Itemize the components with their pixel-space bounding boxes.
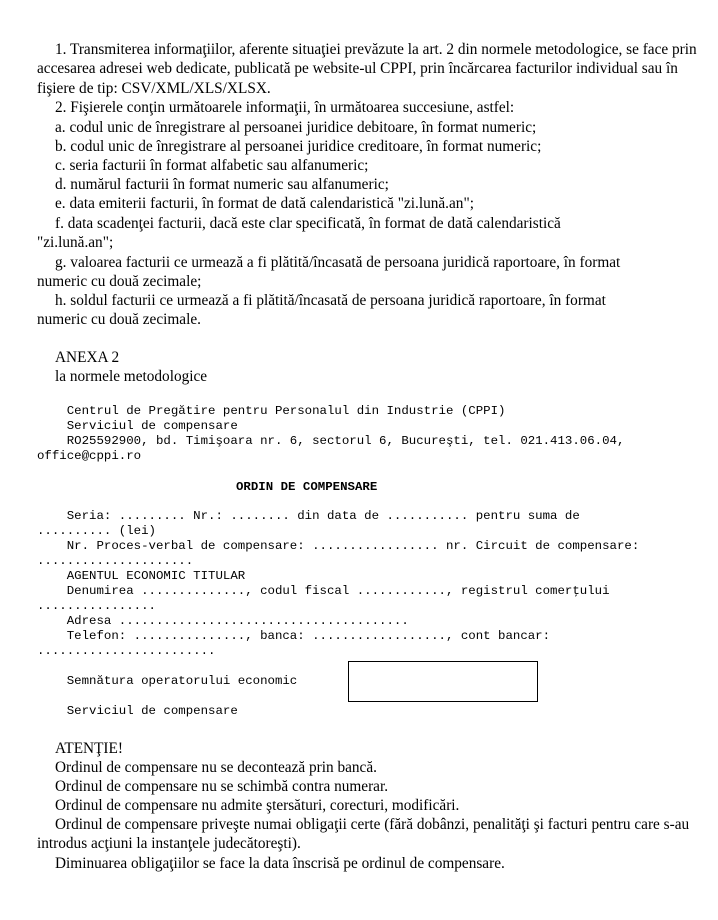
item-h-line2: numeric cu două zecimale.: [37, 311, 201, 328]
form-header-service: Serviciul de compensare: [37, 419, 238, 433]
item-b: b. codul unic de înregistrare al persoanei juridice creditoare, în format numeric;: [55, 138, 542, 155]
form-header-email: office@cppi.ro: [37, 449, 142, 463]
item-f-line1: f. data scadenţei facturii, dacă este clar specificată, în format de dată calendaristică: [55, 215, 561, 232]
notice-5: Diminuarea obligaţiilor se face la data înscrisă pe ordinul de compensare.: [55, 855, 505, 872]
form-line-agent: AGENTUL ECONOMIC TITULAR: [37, 569, 246, 583]
form-line-series: Seria: ......... Nr.: ........ din data de ........... pentru suma de: [37, 509, 580, 523]
item-f-line2: "zi.lună.an";: [37, 234, 114, 251]
form-line-phone: Telefon: ..............., banca: .................., cont bancar:: [37, 629, 551, 643]
item-g-line2: numeric cu două zecimale;: [37, 273, 202, 290]
item-c: c. seria facturii în format alfabetic sau alfanumeric;: [55, 157, 369, 174]
form-line-sum: .......... (lei): [37, 524, 156, 538]
form-line-address: Adresa .......................................: [37, 614, 409, 628]
notice-title: ATENŢIE!: [55, 740, 123, 757]
annex-title: ANEXA 2: [55, 349, 120, 366]
form-header-institution: Centrul de Pregătire pentru Personalul din Industrie (CPPI): [37, 404, 506, 418]
item-a: a. codul unic de înregistrare al persoanei juridice debitoare, în format numeric;: [55, 119, 537, 136]
annex-subtitle: la normele metodologice: [55, 368, 208, 385]
form-line-registry: ................: [37, 599, 156, 613]
notice-3: Ordinul de compensare nu admite ştersături, corecturi, modificări.: [55, 797, 460, 814]
form-line-account: ........................: [37, 644, 216, 658]
form-line-name: Denumirea .............., codul fiscal ............, registrul comerţului: [37, 584, 610, 598]
notice-4: Ordinul de compensare priveşte numai obligaţii certe (fără dobânzi, penalităţi şi facturi pentru care s-au introdus acţiuni la instanţele judecătoreşti).: [37, 816, 690, 853]
item-g-line1: g. valoarea facturii ce urmează a fi plătită/încasată de persoana juridică raportoare, în format: [55, 254, 621, 271]
signature-box: [348, 661, 538, 702]
notice-1: Ordinul de compensare nu se decontează prin bancă.: [55, 759, 377, 776]
form-line-circuit: .....................: [37, 554, 194, 568]
service-label: Serviciul de compensare: [37, 704, 238, 718]
item-d: d. numărul facturii în format numeric sau alfanumeric;: [55, 176, 389, 193]
form-line-pv: Nr. Proces-verbal de compensare: ................. nr. Circuit de compensare:: [37, 539, 640, 553]
order-title: ORDIN DE COMPENSARE: [236, 480, 378, 494]
signature-label: Semnătura operatorului economic: [37, 674, 298, 688]
paragraph-1: 1. Transmiterea informaţiilor, aferente situaţiei prevăzute la art. 2 din normele metodologice, se face prin accesarea adresei web dedicate, publicată pe website-ul CPPI, prin încărcarea facturilor individual sau în fişiere de tip: CSV/XML/XLS/XLSX.: [37, 41, 697, 97]
notice-2: Ordinul de compensare nu se schimbă contra numerar.: [55, 778, 389, 795]
item-h-line1: h. soldul facturii ce urmează a fi plătită/încasată de persoana juridică raportoare, în format: [55, 292, 606, 309]
paragraph-2: 2. Fişierele conţin următoarele informaţii, în următoarea succesiune, astfel:: [55, 99, 515, 116]
item-e: e. data emiterii facturii, în format de dată calendaristică "zi.lună.an";: [55, 195, 474, 212]
form-header-address: RO25592900, bd. Timişoara nr. 6, sectorul 6, Bucureşti, tel. 021.413.06.04,: [37, 434, 625, 448]
